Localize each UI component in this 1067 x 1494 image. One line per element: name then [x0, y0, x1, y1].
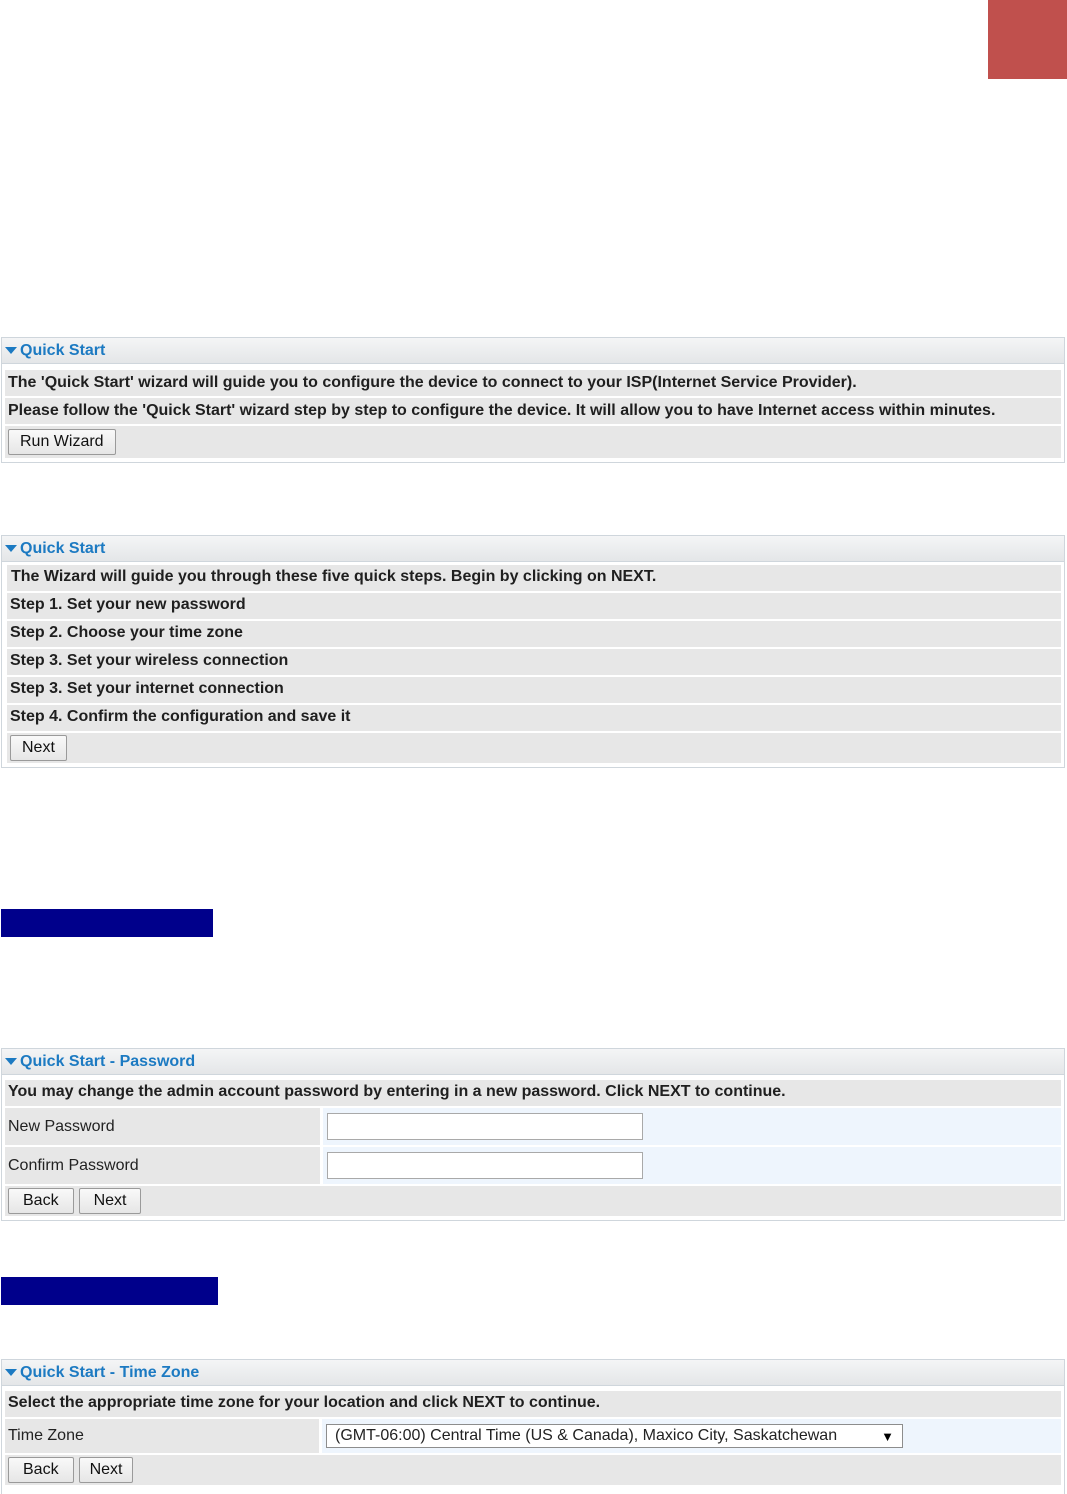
collapse-triangle-icon[interactable] — [5, 1369, 17, 1376]
time-zone-label: Time Zone — [5, 1419, 319, 1453]
step-item: Step 1. Set your new password — [7, 593, 1061, 619]
next-button[interactable]: Next — [79, 1188, 142, 1214]
wizard-instructions: Please follow the 'Quick Start' wizard step by step to configure the device. It will allow you to have Internet access within minutes. — [5, 398, 1061, 424]
panel-header — [2, 1360, 1064, 1386]
next-button[interactable]: Next — [10, 735, 67, 761]
panel-header — [2, 1049, 1064, 1075]
confirm-password-label: Confirm Password — [5, 1147, 320, 1184]
new-password-input[interactable] — [327, 1113, 643, 1140]
time-zone-selected-value: (GMT-06:00) Central Time (US & Canada), Maxico City, Saskatchewan — [335, 1427, 838, 1444]
navy-highlight-bar — [1, 1277, 218, 1305]
collapse-triangle-icon[interactable] — [5, 1058, 17, 1065]
password-intro: You may change the admin account password by entering in a new password. Click NEXT to continue. — [5, 1080, 1061, 1106]
navy-highlight-bar — [1, 909, 213, 937]
step-item: Step 3. Set your wireless connection — [7, 649, 1061, 675]
collapse-triangle-icon[interactable] — [5, 545, 17, 552]
collapse-triangle-icon[interactable] — [5, 347, 17, 354]
corner-color-block — [988, 0, 1067, 79]
panel-header — [2, 338, 1064, 364]
back-button[interactable]: Back — [8, 1188, 74, 1214]
wizard-description: The 'Quick Start' wizard will guide you to configure the device to connect to your ISP(Internet Service Provider). — [5, 370, 1061, 396]
quick-start-password-panel — [1, 1048, 1065, 1221]
panel-title: Quick Start — [20, 539, 106, 557]
panel-title: Quick Start - Time Zone — [20, 1363, 200, 1381]
panel-header — [2, 536, 1064, 562]
panel-title: Quick Start - Password — [20, 1052, 196, 1070]
step-item: Step 3. Set your internet connection — [7, 677, 1061, 703]
quick-start-time-zone-panel — [1, 1359, 1065, 1494]
quick-start-steps-panel — [1, 535, 1065, 768]
step-item: Step 4. Confirm the configuration and save it — [7, 705, 1061, 731]
run-wizard-button[interactable]: Run Wizard — [8, 429, 116, 455]
quick-start-panel — [1, 337, 1065, 463]
steps-intro: The Wizard will guide you through these five quick steps. Begin by clicking on NEXT. — [7, 565, 1061, 591]
time-zone-intro: Select the appropriate time zone for your location and click NEXT to continue. — [5, 1391, 1061, 1417]
new-password-label: New Password — [5, 1108, 320, 1145]
step-item: Step 2. Choose your time zone — [7, 621, 1061, 647]
back-button[interactable]: Back — [8, 1457, 74, 1483]
confirm-password-input[interactable] — [327, 1152, 643, 1179]
next-button[interactable]: Next — [79, 1457, 134, 1483]
time-zone-select[interactable] — [326, 1424, 903, 1448]
dropdown-arrow-icon: ▼ — [881, 1428, 894, 1444]
panel-title: Quick Start — [20, 341, 106, 359]
